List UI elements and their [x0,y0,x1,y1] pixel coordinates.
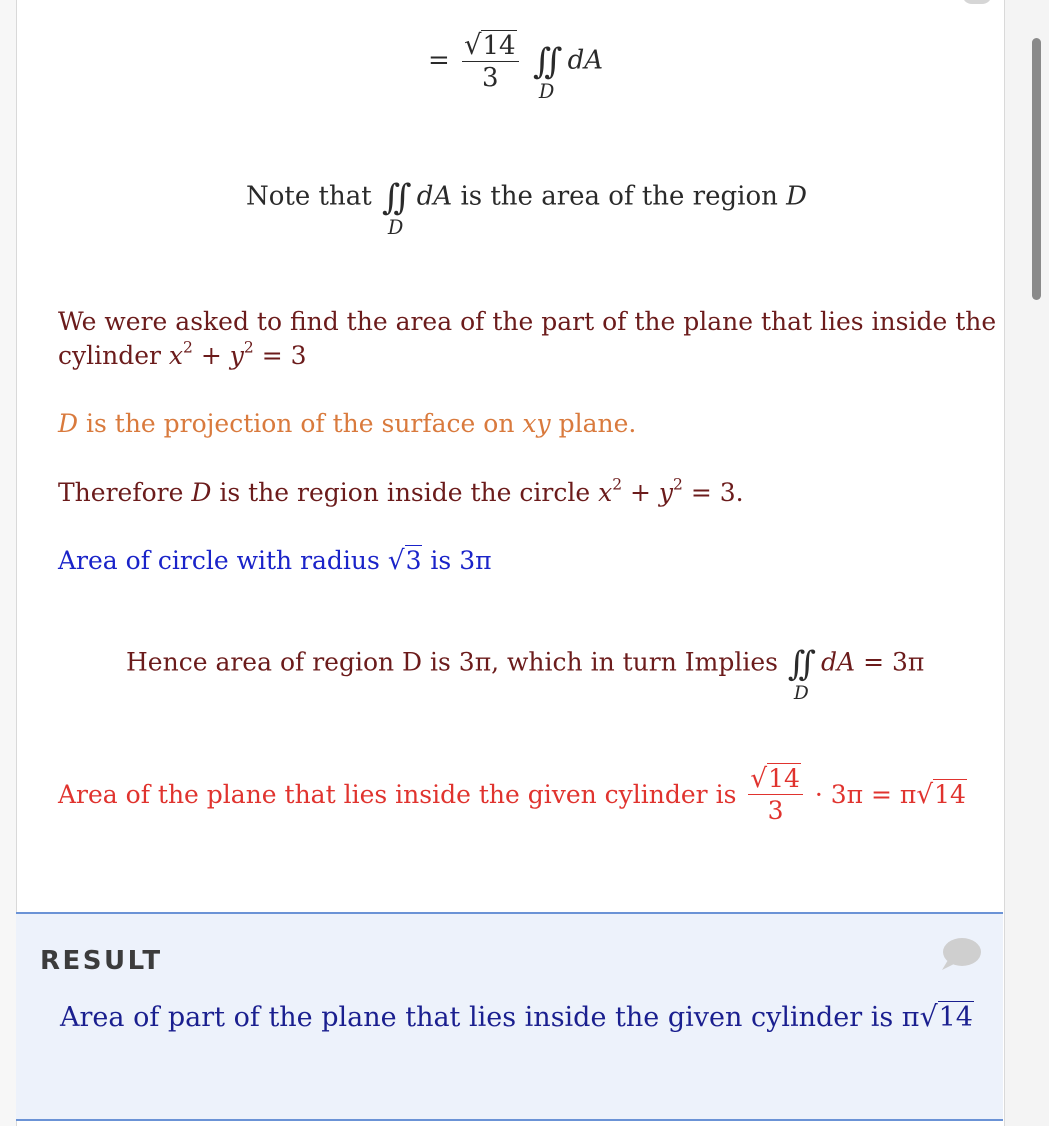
projection-line: D is the projection of the surface on xy plane. [58,409,637,438]
note-text: is the area of the region [460,181,778,212]
sqrt14-over-3-fraction: $\frac{√14}{3}$ [748,766,803,823]
scrollbar-thumb[interactable] [1032,38,1041,300]
differential-area: dA [567,45,604,76]
note-line [246,177,807,239]
result-panel [16,912,1003,1121]
sqrt-14: √14 [919,1000,973,1033]
comment-icon[interactable] [940,936,982,976]
frac-denominator: 3 [482,63,499,94]
region-symbol: D [786,181,807,212]
differential-area: dA [416,181,453,212]
asked-line-1: We were asked to find the area of the part of the plane that lies inside the [58,307,997,336]
asked-line-2: cylinder $x^2 + y^2 = 3$ [58,338,307,370]
sqrt14-over-3-fraction: $\frac{√14}{3}$ [462,32,519,91]
double-integral-symbol: ∫∫ D [532,41,556,104]
integral-region-label: D [793,683,809,704]
result-heading: RESULT [40,946,163,976]
double-integral-symbol: ∫∫ D [381,177,405,239]
sqrt-3: √3 [387,546,422,576]
equals-sign: = [428,45,450,76]
sqrt-14: √14 [916,779,966,810]
double-integral-symbol: ∫∫ D [787,644,810,704]
note-prefix: Note that [246,181,372,212]
hence-line: Hence area of region D is 3π, which in turn Implies ∫∫ D dA = 3π [126,644,925,704]
therefore-line: Therefore D is the region inside the circle $x^2 + y^2 = 3$. [58,475,744,507]
integral-region-label: D [538,80,555,104]
circle-area-line: Area of circle with radius √3 is 3π [58,546,492,576]
plane-area-line: Area of the plane that lies inside the given cylinder is $\frac{√14}{3}$ · 3π = π√14 [58,764,966,826]
integral-equation [428,30,604,104]
frac-numerator: 14 [482,31,516,61]
page-right-gutter [1005,0,1049,1126]
result-text: Area of part of the plane that lies inside the given cylinder is π√14 [60,1000,973,1033]
comment-icon-partial[interactable] [962,0,992,4]
integral-region-label: D [387,216,404,239]
page-left-gutter [0,0,16,1126]
